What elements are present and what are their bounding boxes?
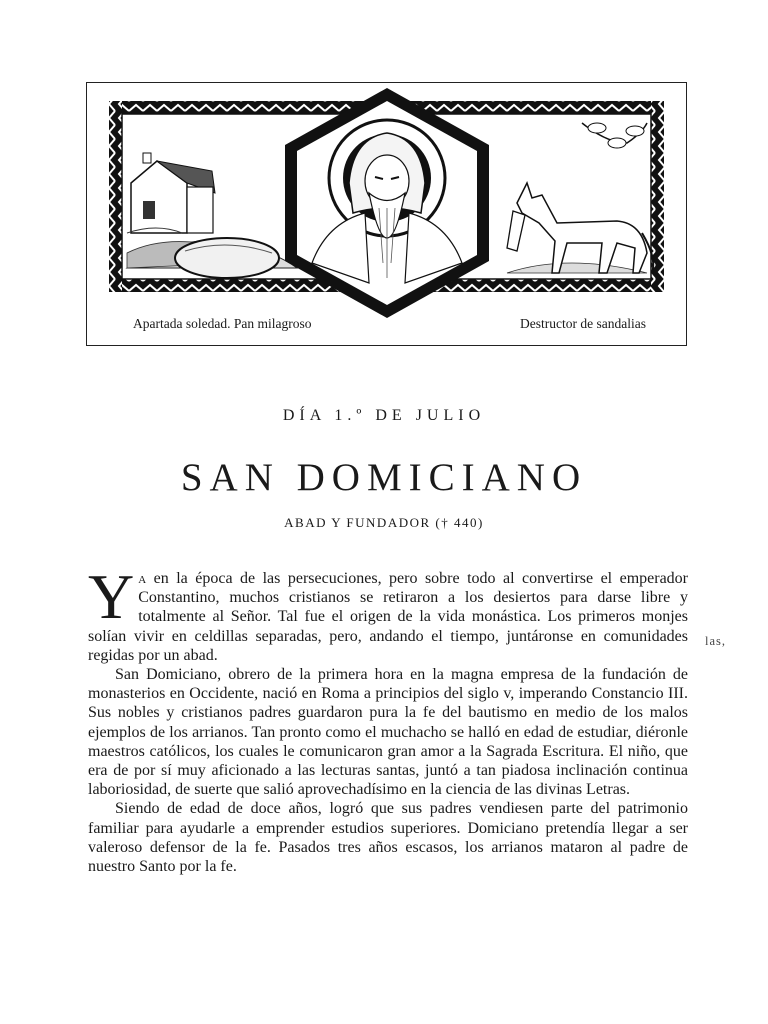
illustration-artwork [87, 83, 685, 344]
paragraph-1-lead: a [138, 570, 147, 587]
paragraph-1 [88, 561, 688, 665]
article-body [88, 561, 688, 876]
margin-note: las, [705, 634, 727, 648]
page-subtitle: ABAD Y FUNDADOR († 440) [284, 515, 484, 530]
illustration-caption-right: Destructor de sandalias [520, 316, 646, 331]
illustration-plate [86, 82, 687, 346]
paragraph-2: San Domiciano, obrero de la primera hora en la magna empresa de la fundación de monasterios en Occidente, nació en Roma a principios del siglo v, imperando Constancio III. Sus nobles y cristianos padres guardaron pura la fe del bautismo en medio de los malos ejemplos de los arrianos. Tan pronto como el muchacho se halló en edad de estudiar, diéronle maestros católicos, los cuales le comunicaron gran amor a la Sagrada Escritura. El niño, que era de por sí muy aficionado a las lecturas santas, juntó a tan piadosa inclinación continua laboriosidad, de suerte que salió aprovechadísimo en la ciencia de las divinas Letras. [88, 666, 688, 799]
frame-band-left [109, 101, 122, 292]
drop-cap: Y [88, 561, 135, 632]
page-title: SAN DOMICIANO [180, 456, 588, 499]
paragraph-1-text: en la época de las persecuciones, pero sobre todo al convertirse el emperador Constantino, muchos cristianos se retiraron a los desiertos para darse libre y totalmente al Señor. Tal fue el origen de la vida monástica. Los primeros monjes solían vivir en celdillas separadas, pero, andando el tiempo, juntáronse en comunidades regidas por un abad. [88, 570, 688, 664]
feast-day-heading: DÍA 1.º DE JULIO [282, 407, 486, 424]
paragraph-3: Siendo de edad de doce años, logró que sus padres vendiesen parte del patrimonio familiar para ayudarle a emprender estudios superiores. Domiciano pretendía llegar a ser valeroso defensor de la fe. Pasados tres años escasos, los arrianos mataron al padre de nuestro Santo por la fe. [88, 800, 688, 876]
illustration-caption-left: Apartada soledad. Pan milagroso [133, 316, 312, 331]
